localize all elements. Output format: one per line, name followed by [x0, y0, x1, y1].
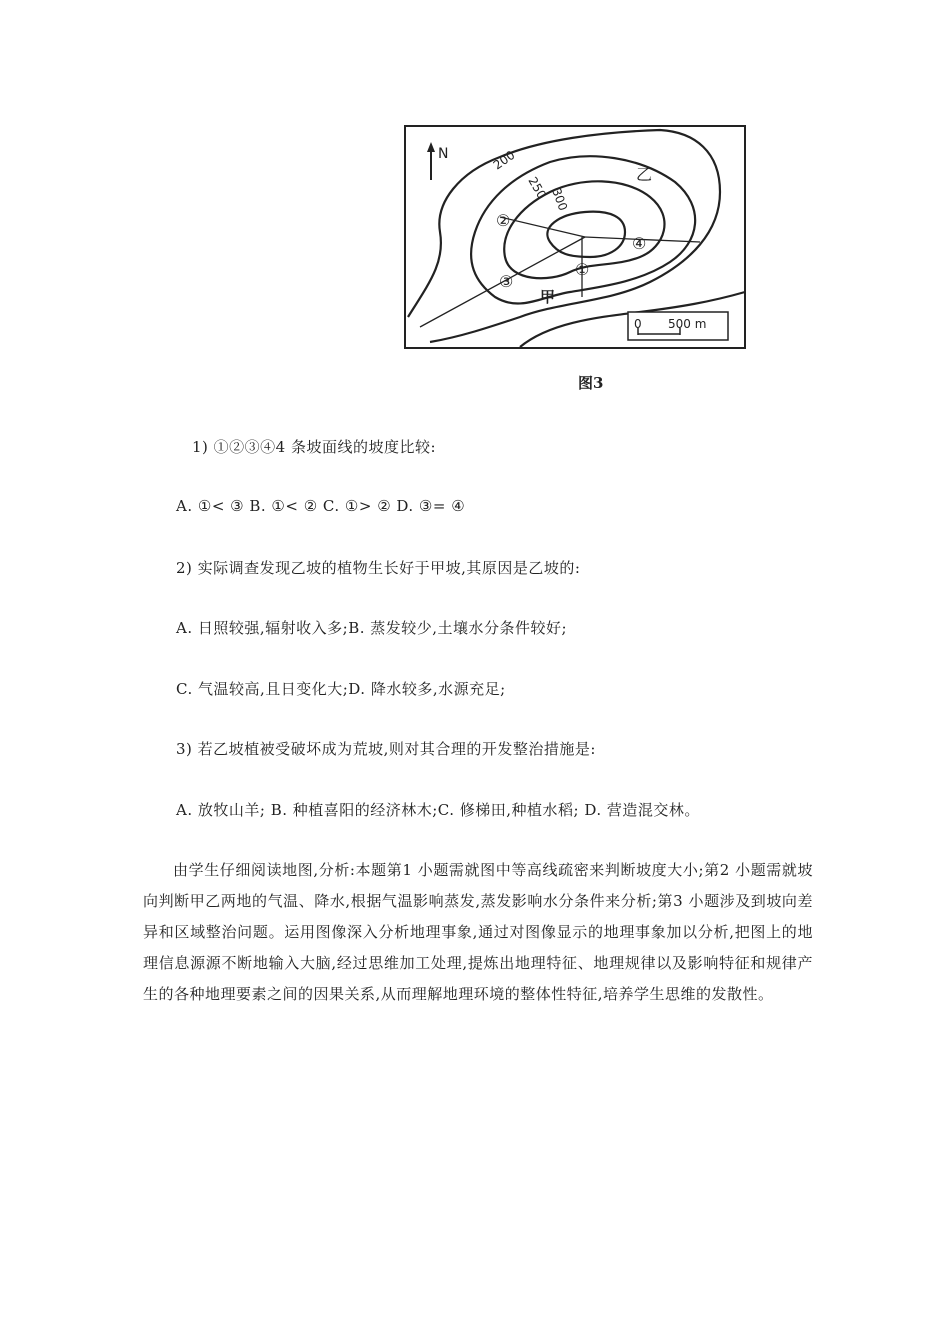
contour-200 — [408, 130, 720, 342]
label-yi: 乙 — [636, 165, 653, 184]
analysis-paragraph: 由学生仔细阅读地图,分析:本题第1 小题需就图中等高线疏密来判断坡度大小;第2 小题需就坡向判断甲乙两地的气温、降水,根据气温影响蒸发,蒸发影响水分条件来分析;第3 小题涉及到坡向差异和区域整治问题。运用图像深入分析地理事象,通过对图像显示的地理事象加以分析,把图上的地理信息源源不断地输入大脑,经过思维加工处理,提炼出地理特征、地理规律以及影响特征和规律产生的各种地理要素之间的因果关系,从而理解地理环境的整体性特征,培养学生思维的发散性。 — [143, 861, 813, 1003]
point-4: ④ — [632, 234, 647, 253]
point-1: ① — [575, 260, 590, 279]
contour-label-250: 250 — [525, 174, 549, 202]
question-1: 1) ①②③④4 条坡面线的坡度比较: — [192, 438, 437, 456]
question-2-options-ab: A. 日照较强,辐射收入多;B. 蒸发较少,土壤水分条件较好; — [176, 619, 568, 637]
north-arrow-icon — [427, 142, 435, 180]
question-2-options-cd: C. 气温较高,且日变化大;D. 降水较多,水源充足; — [176, 680, 506, 698]
question-3: 3) 若乙坡植被受破坏成为荒坡,则对其合理的开发整治措施是: — [176, 740, 596, 758]
figure-caption: 图3 — [578, 374, 604, 392]
point-3: ③ — [499, 272, 514, 291]
point-2: ② — [496, 211, 511, 230]
north-label: N — [438, 146, 449, 162]
contour-map — [400, 122, 752, 372]
question-3-options: A. 放牧山羊; B. 种植喜阳的经济林木;C. 修梯田,种植水稻; D. 营造混交林。 — [176, 801, 700, 819]
topographic-map-figure — [400, 122, 752, 396]
scale-distance: 500 m — [668, 317, 707, 331]
profile-line-2 — [500, 217, 585, 237]
scale-zero: 0 — [634, 317, 642, 331]
contour-label-300: 300 — [549, 186, 571, 213]
question-1-options: A. ①< ③ B. ①< ② C. ①> ② D. ③= ④ — [176, 497, 466, 515]
contour-summit — [547, 212, 625, 257]
question-2: 2) 实际调查发现乙坡的植物生长好于甲坡,其原因是乙坡的: — [176, 559, 581, 577]
label-jia: 甲 — [540, 288, 556, 306]
contour-label-200: 200 — [490, 147, 518, 173]
